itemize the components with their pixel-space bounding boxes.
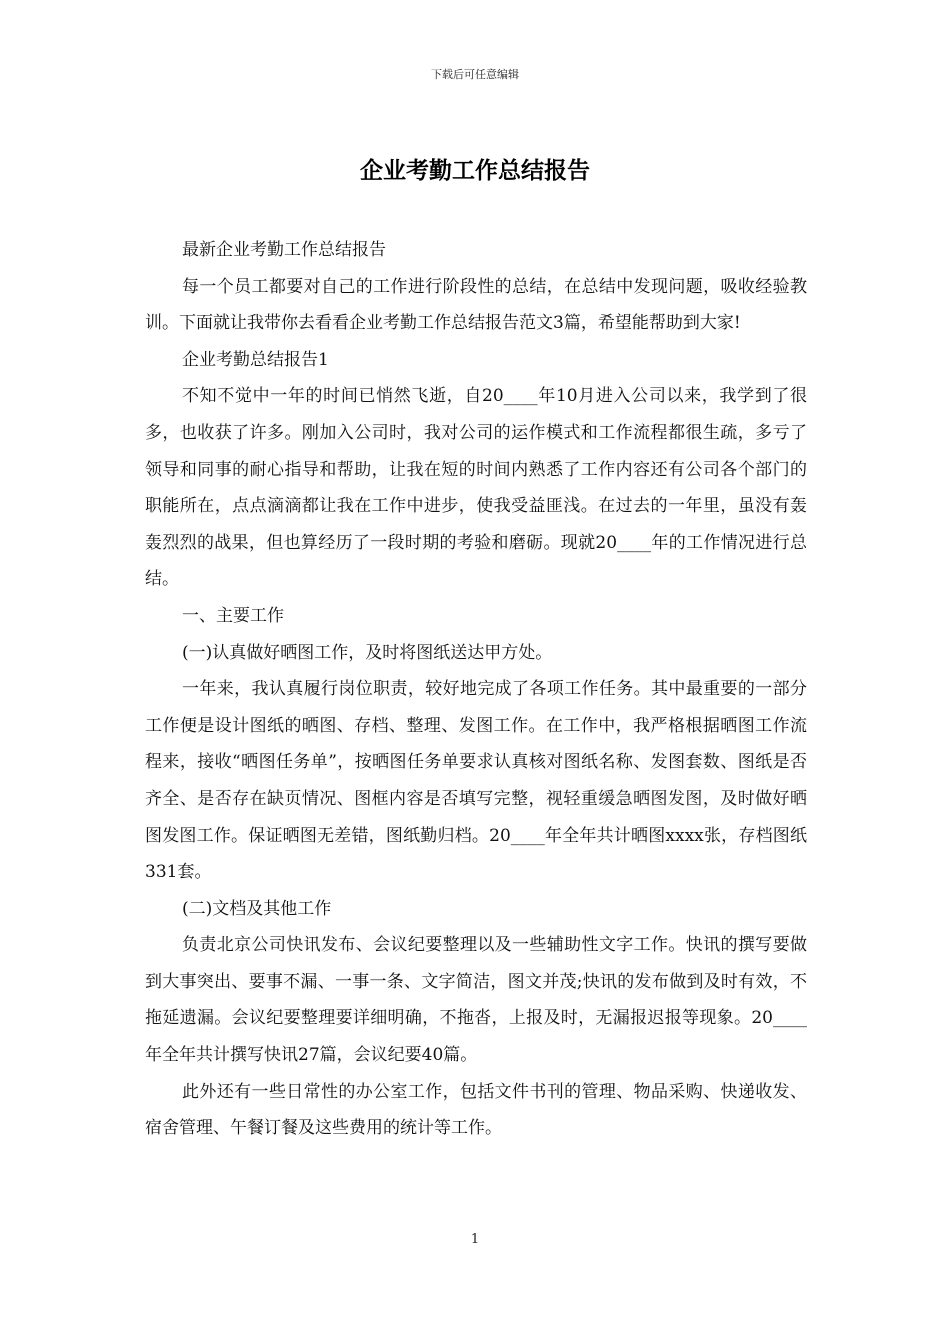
subsection-heading-drawings: (一)认真做好晒图工作，及时将图纸送达甲方处。 <box>182 642 553 663</box>
paragraph-documents: 负责北京公司快讯发布、会议纪要整理以及一些辅助性文字工作。快讯的撰写要做到大事突出、要事不漏、一事一条、文字简洁，图文并茂;快讯的发布做到及时有效，不拖延遗漏。会议纪要整理要详细明确，不拖沓，上报及时，无漏报迟报等现象。20____年全年共计撰写快讯27篇，会议纪要40篇。 <box>145 935 807 1066</box>
document-title: 企业考勤工作总结报告 <box>360 157 590 184</box>
paragraph-drawings: 一年来，我认真履行岗位职责，较好地完成了各项工作任务。其中最重要的一部分工作便是设计图纸的晒图、存档、整理、发图工作。在工作中，我严格根据晒图工作流程来，接收“晒图任务单”，按晒图任务单要求认真核对图纸名称、发图套数、图纸是否齐全、是否存在缺页情况、图框内容是否填写完整，视轻重缓急晒图发图，及时做好晒图发图工作。保证晒图无差错，图纸勤归档。20____年全年共计晒图xxxx张，存档图纸331套。 <box>145 679 807 883</box>
paragraph-subtitle: 最新企业考勤工作总结报告 <box>182 240 386 260</box>
paragraph-intro: 每一个员工都要对自己的工作进行阶段性的总结，在总结中发现问题，吸收经验教训。下面就让我带你去看看企业考勤工作总结报告范文3篇，希望能帮助到大家! <box>145 276 807 334</box>
document-body <box>145 232 807 1147</box>
paragraph-opening: 不知不觉中一年的时间已悄然飞逝，自20____年10月进入公司以来，我学到了很多，也收获了许多。刚加入公司时，我对公司的运作模式和工作流程都很生疏，多亏了领导和同事的耐心指导和帮助，让我在短的时间内熟悉了工作内容还有公司各个部门的职能所在，点点滴滴都让我在工作中进步，使我受益匪浅。在过去的一年里，虽没有轰轰烈烈的战果，但也算经历了一段时期的考验和磨砺。现就20____年的工作情况进行总结。 <box>145 386 807 590</box>
subsection-heading-documents: (二)文档及其他工作 <box>182 898 332 919</box>
paragraph-report-heading: 企业考勤总结报告1 <box>182 349 329 370</box>
section-heading-main-work: 一、主要工作 <box>182 605 284 626</box>
page-number: 1 <box>470 1232 480 1247</box>
header-note: 下载后可任意编辑 <box>431 68 519 81</box>
paragraph-office-work: 此外还有一些日常性的办公室工作，包括文件书刊的管理、物品采购、快递收发、宿舍管理、午餐订餐及这些费用的统计等工作。 <box>145 1081 807 1139</box>
